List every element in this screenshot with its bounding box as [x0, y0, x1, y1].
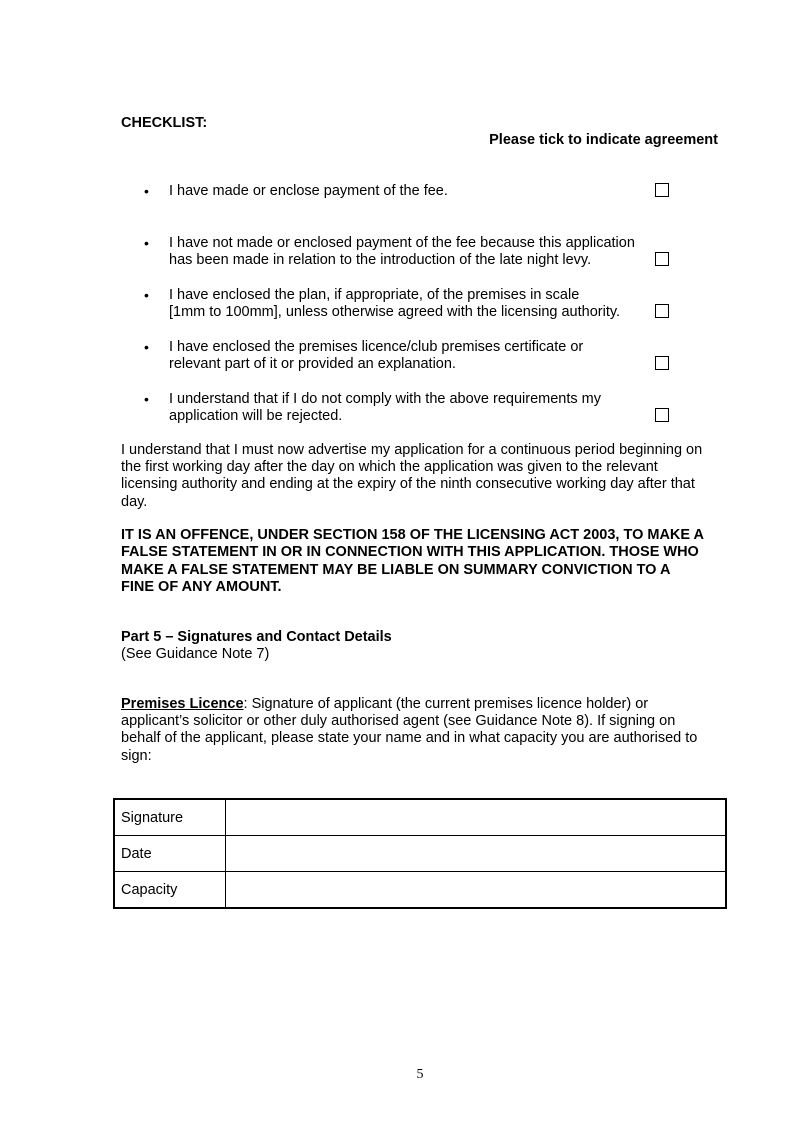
- checklist-item-line: [1mm to 100mm], unless otherwise agreed with the licensing authority.: [169, 304, 621, 320]
- premises-line: [121, 696, 721, 713]
- warning-line: FALSE STATEMENT IN OR IN CONNECTION WITH THIS APPLICATION. THOSE WHO: [121, 544, 699, 561]
- checklist-item-checkbox[interactable]: [655, 252, 669, 266]
- checklist-item-line: I have not made or enclosed payment of the fee because this application: [169, 235, 635, 251]
- checklist-item-line: I have enclosed the premises licence/club premises certificate or: [169, 339, 584, 355]
- advertise-paragraph: [121, 442, 721, 511]
- date-label: Date: [114, 836, 226, 872]
- checklist-item-checkbox[interactable]: [655, 408, 669, 422]
- paragraph-line: the first working day after the day on which the application was given to the relevant: [121, 459, 658, 476]
- bullet-icon: •: [144, 183, 149, 199]
- checklist-title: CHECKLIST:: [121, 115, 208, 131]
- paragraph-line: day.: [121, 493, 148, 510]
- checklist-item-line: I have enclosed the plan, if appropriate, of the premises in scale: [169, 287, 580, 303]
- table-row: [114, 799, 726, 836]
- capacity-label: Capacity: [114, 872, 226, 909]
- signature-label: Signature: [114, 799, 226, 836]
- checklist-item-text: [169, 391, 654, 425]
- checklist-item-text: [169, 235, 654, 269]
- premises-line-rest: : Signature of applicant (the current premises licence holder) or: [243, 696, 649, 712]
- premises-licence-heading: Premises Licence: [121, 696, 244, 712]
- checklist-item-checkbox[interactable]: [655, 183, 669, 197]
- page-number: 5: [416, 1067, 424, 1082]
- table-row: [114, 836, 726, 872]
- checklist-item-line: relevant part of it or provided an explanation.: [169, 356, 456, 372]
- bullet-icon: •: [144, 287, 149, 303]
- date-field[interactable]: [226, 836, 727, 872]
- premises-line: behalf of the applicant, please state your name and in what capacity you are authorised to: [121, 730, 698, 747]
- part5-subtitle: (See Guidance Note 7): [121, 646, 270, 662]
- bullet-icon: •: [144, 339, 149, 355]
- checklist-item-text: [169, 339, 654, 373]
- warning-line: IT IS AN OFFENCE, UNDER SECTION 158 OF THE LICENSING ACT 2003, TO MAKE A: [121, 527, 705, 543]
- premises-line: applicant’s solicitor or other duly authorised agent (see Guidance Note 8). If signing on: [121, 713, 676, 730]
- warning-line: FINE OF ANY AMOUNT.: [121, 578, 282, 595]
- checklist-item-line: application will be rejected.: [169, 408, 343, 424]
- tick-instruction: Please tick to indicate agreement: [489, 132, 718, 148]
- checklist-item-text: [169, 183, 654, 200]
- paragraph-line: licensing authority and ending at the expiry of the ninth consecutive working day after that: [121, 476, 695, 493]
- bullet-icon: •: [144, 391, 149, 407]
- bullet-icon: •: [144, 235, 149, 251]
- offence-warning: [121, 527, 726, 596]
- signature-field[interactable]: [226, 799, 727, 836]
- checklist-item-line: I understand that if I do not comply with the above requirements my: [169, 391, 602, 407]
- checklist-item-line: I have made or enclose payment of the fee.: [169, 183, 448, 199]
- checklist-item-line: has been made in relation to the introduction of the late night levy.: [169, 252, 592, 268]
- checklist-item-checkbox[interactable]: [655, 304, 669, 318]
- signature-table: [113, 798, 727, 909]
- premises-line: sign:: [121, 747, 152, 764]
- warning-line: MAKE A FALSE STATEMENT MAY BE LIABLE ON SUMMARY CONVICTION TO A: [121, 561, 671, 578]
- premises-licence-paragraph: [121, 696, 721, 765]
- capacity-field[interactable]: [226, 872, 727, 909]
- part5-title: Part 5 – Signatures and Contact Details: [121, 629, 392, 645]
- paragraph-line: I understand that I must now advertise my application for a continuous period beginning on: [121, 442, 703, 458]
- checklist-item-checkbox[interactable]: [655, 356, 669, 370]
- table-row: [114, 872, 726, 909]
- checklist-item-text: [169, 287, 654, 321]
